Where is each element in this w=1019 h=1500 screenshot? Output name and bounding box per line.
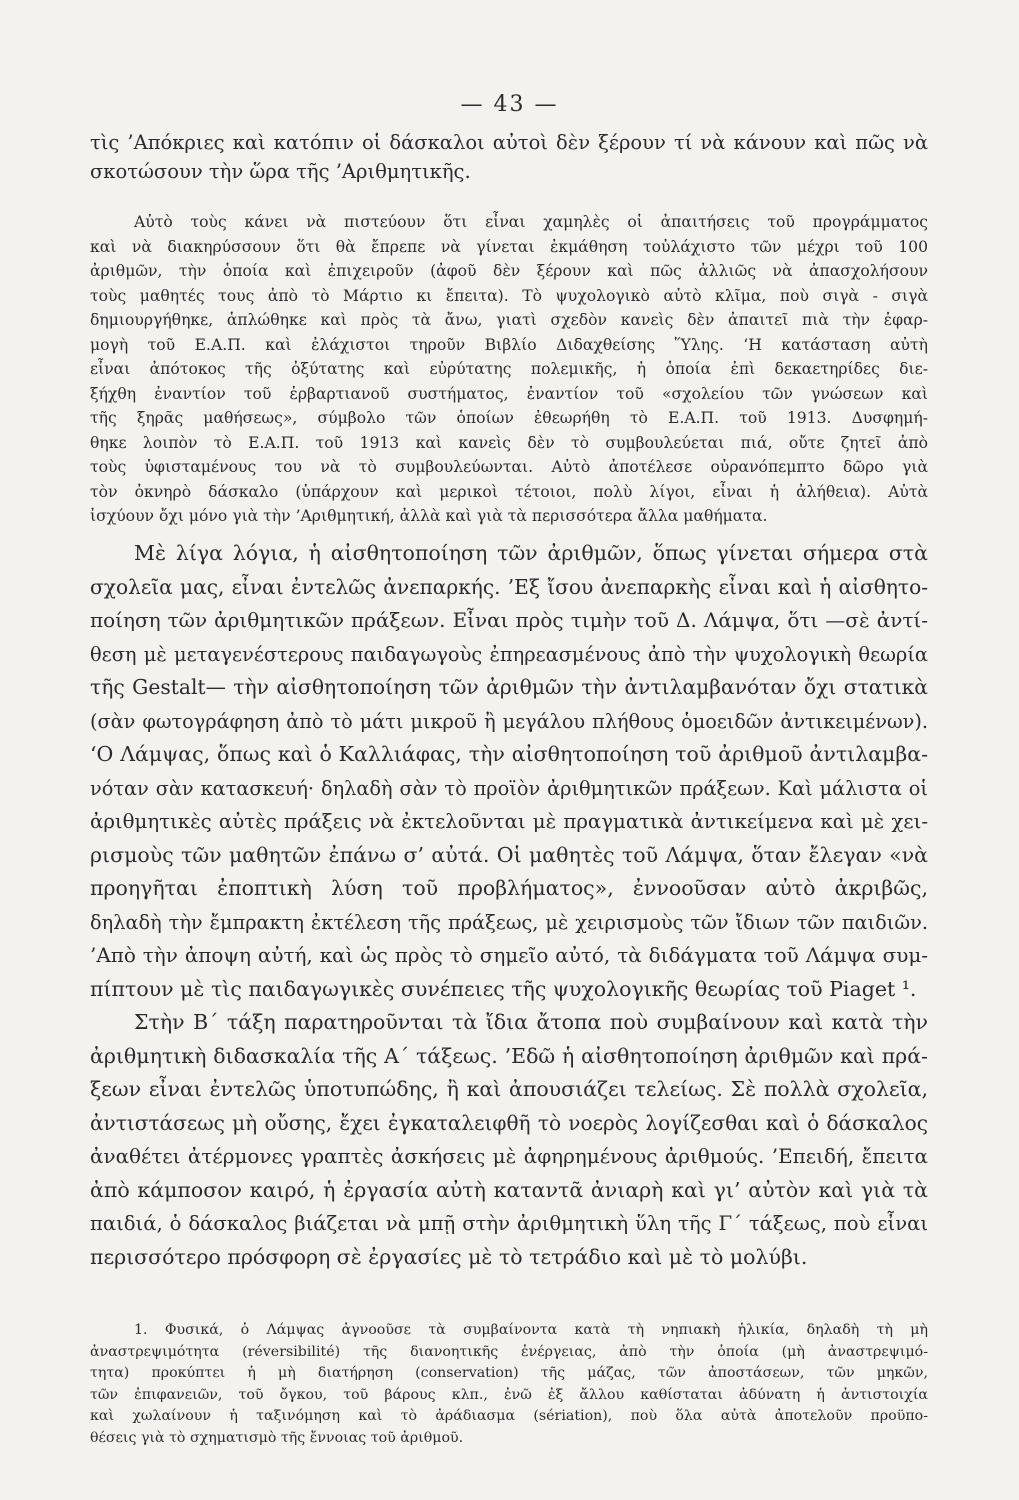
quote-line: τοὺς μαθητές τους ἀπὸ τὸ Μάρτιο κι ἔπειτα). Τὸ ψυχολογικὸ αὐτὸ κλῖμα, ποὺ σιγὰ - σιγὰ: [90, 286, 928, 305]
main-text: [90, 537, 928, 1274]
quote-line: θηκε λοιπὸν τὸ Ε.Α.Π. τοῦ 1913 καὶ κανεὶς δὲν τὸ συμβουλεύεται πιά, οὔτε ζητεῖ ἀπὸ: [90, 433, 928, 452]
main-line: ἀριθμητικὲς αὐτὲς πράξεις νὰ ἐκτελοῦνται μὲ πραγματικὰ ἀντικείμενα καὶ μὲ χει-: [90, 810, 928, 833]
main-line: Μὲ λίγα λόγια, ἡ αἰσθητοποίηση τῶν ἀριθμῶν, ὅπως γίνεται σήμερα στὰ: [134, 541, 928, 565]
quote-line: τὸν ὀκνηρὸ δάσκαλο (ὑπάρχουν καὶ μερικοὶ τέτοιοι, πολὺ λίγοι, εἶναι ἡ ἀλήθεια). Αὐτὰ: [90, 482, 928, 501]
quote-line: δημιουργήθηκε, ἁπλώθηκε καὶ πρὸς τὰ ἄνω, γιατὶ σχεδὸν κανεὶς δὲν ἀπαιτεῖ πιὰ τὴν ἐφαρ-: [90, 311, 928, 329]
quote-line: τῆς ξηρᾶς μαθήσεως», σύμβολο τῶν ὁποίων ἐθεωρήθη τὸ Ε.Α.Π. τοῦ 1913. Δυσφημή-: [90, 409, 928, 427]
main-line: θεση μὲ μεταγενέστερους παιδαγωγοὺς ἐπηρεασμένους ἀπὸ τὴν ψυχολογικὴ θεωρία: [90, 642, 928, 666]
footnote-line: θέσεις γιὰ τὸ σχηματισμὸ τῆς ἔννοιας τοῦ ἀριθμοῦ.: [90, 1429, 464, 1446]
main-line: ἀναθέτει ἀτέρμονες γραπτὲς ἀσκήσεις μὲ ἀφηρημένους ἀριθμούς. ’Επειδή, ἔπειτα: [90, 1145, 928, 1168]
quote-line: τοὺς ὑφισταμένους του νὰ τὸ συμβουλεύωνται. Αὐτὸ ἀποτέλεσε οὐρανόπεμπτο δῶρο γιὰ: [90, 458, 928, 476]
quote-line: ἀριθμῶν, τὴν ὁποία καὶ ἐπιχειροῦν (ἀφοῦ δὲν ξέρουν καὶ πῶς ἀλλιῶς νὰ ἀπασχολήσουν: [90, 262, 928, 280]
main-line: ἀριθμητικὴ διδασκαλία τῆς Α΄ τάξεως. ’Εδῶ ἡ αἰσθητοποίηση ἀριθμῶν καὶ πρά-: [90, 1043, 928, 1068]
intro-line: τὶς ’Απόκριες καὶ κατόπιν οἱ δάσκαλοι αὐτοὶ δὲν ξέρουν τί νὰ κάνουν καὶ πῶς νὰ: [90, 131, 928, 154]
intro-paragraph: [90, 128, 928, 186]
quote-line: καὶ νὰ διακηρύσσουν ὅτι θὰ ἔπρεπε νὰ γίνεται ἐκμάθηση τοὐλάχιστο τῶν μέχρι τοῦ 100: [90, 237, 928, 256]
footnote-line: 1. Φυσικά, ὁ Λάμψας ἀγνοοῦσε τὰ συμβαίνοντα κατὰ τὴ νηπιακὴ ἡλικία, δηλαδὴ τὴ μὴ: [134, 1322, 928, 1338]
main-line: ’Απὸ τὴν ἀποψη αὐτή, καὶ ὡς πρὸς τὸ σημεῖο αὐτό, τὰ διδάγματα τοῦ Λάμψα συμ-: [90, 944, 928, 967]
main-line: (σὰν φωτογράφηση ἀπὸ τὸ μάτι μικροῦ ἢ μεγάλου πλήθους ὁμοειδῶν ἀντικειμένων).: [90, 709, 928, 733]
main-line: παιδιά, ὁ δάσκαλος βιάζεται νὰ μπῇ στὴν ἀριθμητικὴ ὕλη τῆς Γ΄ τάξεως, ποὺ εἶναι: [90, 1212, 928, 1235]
quote-line: εἶναι ἀπότοκος τῆς ὀξύτατης καὶ εὐρύτατης πολεμικῆς, ἡ ὁποία ἐπὶ δεκαετηρίδες διε-: [90, 360, 928, 378]
main-line: δηλαδὴ τὴν ἔμπρακτη ἐκτέλεση τῆς πράξεως, μὲ χειρισμοὺς τῶν ἴδιων τῶν παιδιῶν.: [90, 910, 928, 934]
main-line: προηγῆται ἐποπτικὴ λύση τοῦ προβλήματος», ἐννοοῦσαν αὐτὸ ἀκριβῶς,: [90, 876, 928, 900]
main-line: Στὴν Β΄ τάξη παρατηροῦνται τὰ ἴδια ἄτοπα ποὺ συμβαίνουν καὶ κατὰ τὴν: [134, 1010, 928, 1034]
main-line: ποίηση τῶν ἀριθμητικῶν πράξεων. Εἶναι πρὸς τιμὴν τοῦ Δ. Λάμψα, ὅτι —σὲ ἀντί-: [90, 608, 928, 632]
quote-line: Αὐτὸ τοὺς κάνει νὰ πιστεύουν ὅτι εἶναι χαμηλὲς οἱ ἀπαιτήσεις τοῦ προγράμματος: [134, 213, 928, 231]
footnote: [90, 1320, 928, 1449]
footnote-line: ἀναστρεψιμότητα (réversibilité) τῆς διανοητικῆς ἐνέργειας, ἀπὸ τὴν ὁποία (μὴ ἀναστρεψιμό-: [90, 1343, 928, 1360]
main-line: νόταν σὰν κατασκευή· δηλαδὴ σὰν τὸ προϊὸν ἀριθμητικῶν πράξεων. Καὶ μάλιστα οἱ: [90, 776, 928, 800]
intro-line: σκοτώσουν τὴν ὥρα τῆς ’Αριθμητικῆς.: [90, 160, 471, 183]
main-line: περισσότερο πρόσφορη σὲ ἐργασίες μὲ τὸ τετράδιο καὶ μὲ τὸ μολύβι.: [90, 1244, 808, 1269]
quote-line: μογὴ τοῦ Ε.Α.Π. καὶ ἐλάχιστοι τηροῦν Βιβλίο Διδαχθείσης Ὕλης. ‘Η κατάσταση αὐτὴ: [90, 335, 928, 354]
main-line: σχολεῖα μας, εἶναι ἐντελῶς ἀνεπαρκής. ’Εξ ἴσου ἀνεπαρκὴς εἶναι καὶ ἡ αἰσθητο-: [90, 574, 928, 599]
main-line: ἀπὸ κάμποσον καιρό, ἡ ἐργασία αὐτὴ καταντᾶ ἀνιαρὴ καὶ γι’ αὐτὸν καὶ γιὰ τὰ: [90, 1177, 928, 1202]
footnote-line: καὶ χωλαίνουν ἡ ταξινόμηση καὶ τὸ ἀράδιασμα (sériation), ποὺ ὅλα αὐτὰ ἀποτελοῦν προϋπο-: [90, 1408, 928, 1424]
main-line: ἀντιστάσεως μὴ οὔσης, ἔχει ἐγκαταλειφθῆ τὸ νοερὸς λογίζεσθαι καὶ ὁ δάσκαλος: [90, 1110, 928, 1135]
quote-line: ἰσχύουν ὄχι μόνο γιὰ τὴν ’Αριθμητική, ἀλλὰ καὶ γιὰ τὰ περισσότερα ἄλλα μαθήματα.: [90, 507, 768, 525]
main-line: τῆς Gestalt— τὴν αἰσθητοποίηση τῶν ἀριθμῶν τὴν ἀντιλαμβανόταν ὄχι στατικὰ: [90, 675, 928, 699]
main-line: ξεων εἶναι ἐντελῶς ὑποτυπώδης, ἢ καὶ ἀπουσιάζει τελείως. Σὲ πολλὰ σχολεῖα,: [90, 1077, 928, 1101]
main-line: πίπτουν μὲ τὶς παιδαγωγικὲς συνέπειες τῆς ψυχολογικῆς θεωρίας τοῦ Piaget ¹.: [90, 976, 917, 1001]
page-number: — 43 —: [460, 92, 559, 117]
main-line: ‘Ο Λάμψας, ὅπως καὶ ὁ Καλλιάφας, τὴν αἰσθητοποίηση τοῦ ἀριθμοῦ ἀντιλαμβα-: [90, 742, 928, 766]
quote-line: ξήχθη ἐναντίον τοῦ ἐρβαρτιανοῦ συστήματος, ἐναντίον τοῦ «σχολείου τῶν γνώσεων καὶ: [90, 384, 928, 403]
footnote-line: τῶν ἐπιφανειῶν, τοῦ ὄγκου, τοῦ βάρους κλπ., ἐνῶ ἐξ ἄλλου καθίσταται ἀδύνατη ἡ ἀντιστοιχία: [90, 1386, 928, 1403]
quoted-paragraph: [90, 210, 928, 529]
footnote-line: τητα) προκύπτει ἡ μὴ διατήρηση (conservation) τῆς μάζας, τῶν ἀποστάσεων, τῶν μηκῶν,: [90, 1365, 928, 1381]
main-line: ρισμοὺς τῶν μαθητῶν ἐπάνω σ’ αὐτά. Οἱ μαθητὲς τοῦ Λάμψα, ὅταν ἔλεγαν «νὰ: [90, 842, 928, 867]
